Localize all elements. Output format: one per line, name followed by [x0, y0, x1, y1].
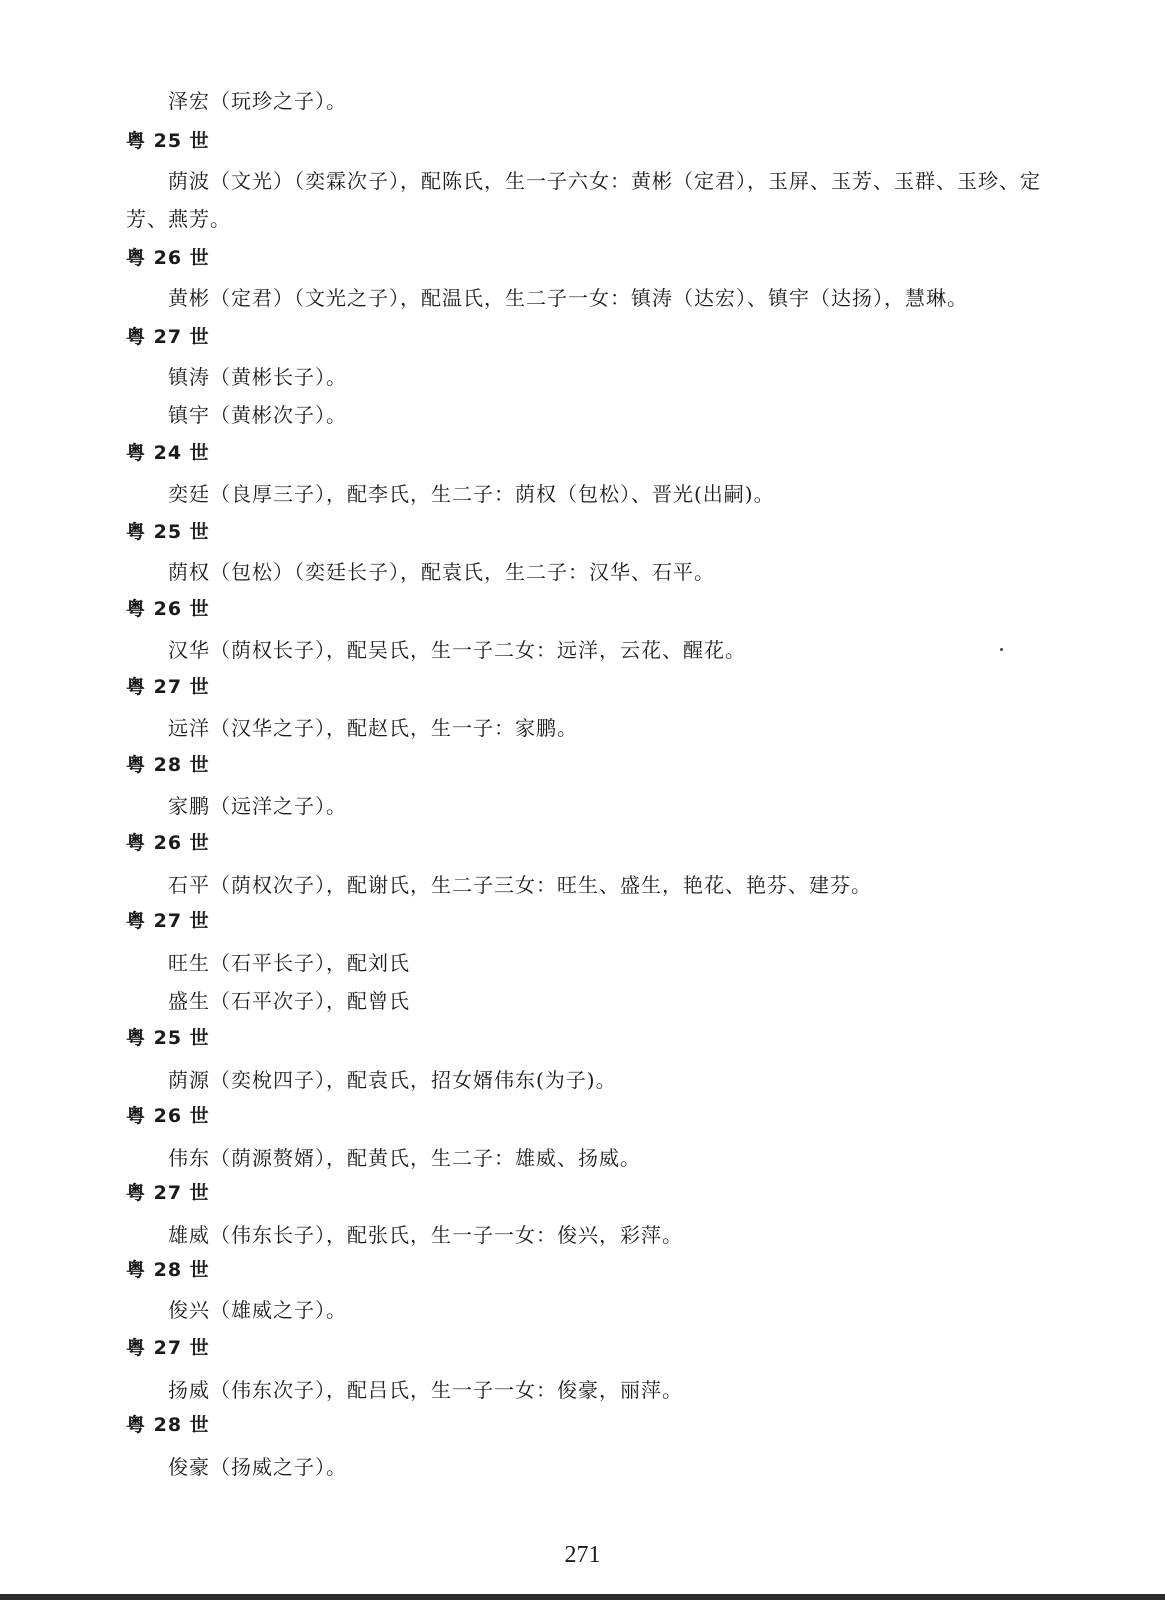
generation-heading: 粤 26 世	[126, 247, 210, 269]
entry-line: 泽宏（玩珍之子）。	[168, 89, 347, 113]
entry-continuation: 芳、燕芳。	[126, 207, 231, 231]
generation-heading: 粤 27 世	[126, 326, 210, 348]
generation-heading: 粤 28 世	[126, 1414, 210, 1436]
scan-speck	[1000, 648, 1003, 651]
entry-line: 荫权（包松）（奕廷长子），配袁氏，生二子：汉华、石平。	[168, 560, 715, 584]
entry-line: 伟东（荫源赘婿），配黄氏，生二子：雄威、扬威。	[168, 1146, 641, 1170]
entry-line: 荫源（奕梲四子），配袁氏，招女婿伟东(为子)。	[168, 1068, 617, 1092]
entry-line: 镇涛（黄彬长子）。	[168, 365, 347, 389]
generation-heading: 粤 28 世	[126, 1259, 210, 1281]
generation-heading: 粤 25 世	[126, 521, 210, 543]
entry-line: 远洋（汉华之子），配赵氏，生一子：家鹏。	[168, 716, 578, 740]
entry-line: 汉华（荫权长子），配吴氏，生一子二女：远洋，云花、醒花。	[168, 638, 746, 662]
entry-line: 俊豪（扬威之子）。	[168, 1455, 347, 1479]
entry-line: 盛生（石平次子），配曾氏	[168, 989, 410, 1013]
entry-line: 荫波（文光）（奕霖次子），配陈氏，生一子六女：黄彬（定君），玉屏、玉芳、玉群、玉珍、定	[168, 169, 1041, 193]
scan-edge-bar	[0, 1594, 1165, 1600]
generation-heading: 粤 26 世	[126, 832, 210, 854]
entry-line: 俊兴（雄威之子）。	[168, 1298, 347, 1322]
generation-heading: 粤 26 世	[126, 1105, 210, 1127]
generation-heading: 粤 27 世	[126, 1337, 210, 1359]
generation-heading: 粤 24 世	[126, 442, 210, 464]
entry-line: 家鹏（远洋之子）。	[168, 794, 347, 818]
generation-heading: 粤 27 世	[126, 1182, 210, 1204]
generation-heading: 粤 27 世	[126, 910, 210, 932]
entry-line: 石平（荫权次子），配谢氏，生二子三女：旺生、盛生，艳花、艳芬、建芬。	[168, 873, 872, 897]
generation-heading: 粤 26 世	[126, 598, 210, 620]
generation-heading: 粤 25 世	[126, 130, 210, 152]
entry-line: 扬威（伟东次子），配吕氏，生一子一女：俊豪，丽萍。	[168, 1378, 683, 1402]
generation-heading: 粤 25 世	[126, 1027, 210, 1049]
entry-line: 雄威（伟东长子），配张氏，生一子一女：俊兴，彩萍。	[168, 1223, 683, 1247]
entry-line: 旺生（石平长子），配刘氏	[168, 951, 410, 975]
entry-line: 奕廷（良厚三子），配李氏，生二子：荫权（包松）、晋光(出嗣)。	[168, 482, 775, 506]
entry-line: 黄彬（定君）（文光之子），配温氏，生二子一女：镇涛（达宏）、镇宇（达扬），慧琳。	[168, 286, 968, 310]
generation-heading: 粤 28 世	[126, 754, 210, 776]
page-number: 271	[564, 1542, 601, 1568]
entry-line: 镇宇（黄彬次子）。	[168, 403, 347, 427]
generation-heading: 粤 27 世	[126, 676, 210, 698]
